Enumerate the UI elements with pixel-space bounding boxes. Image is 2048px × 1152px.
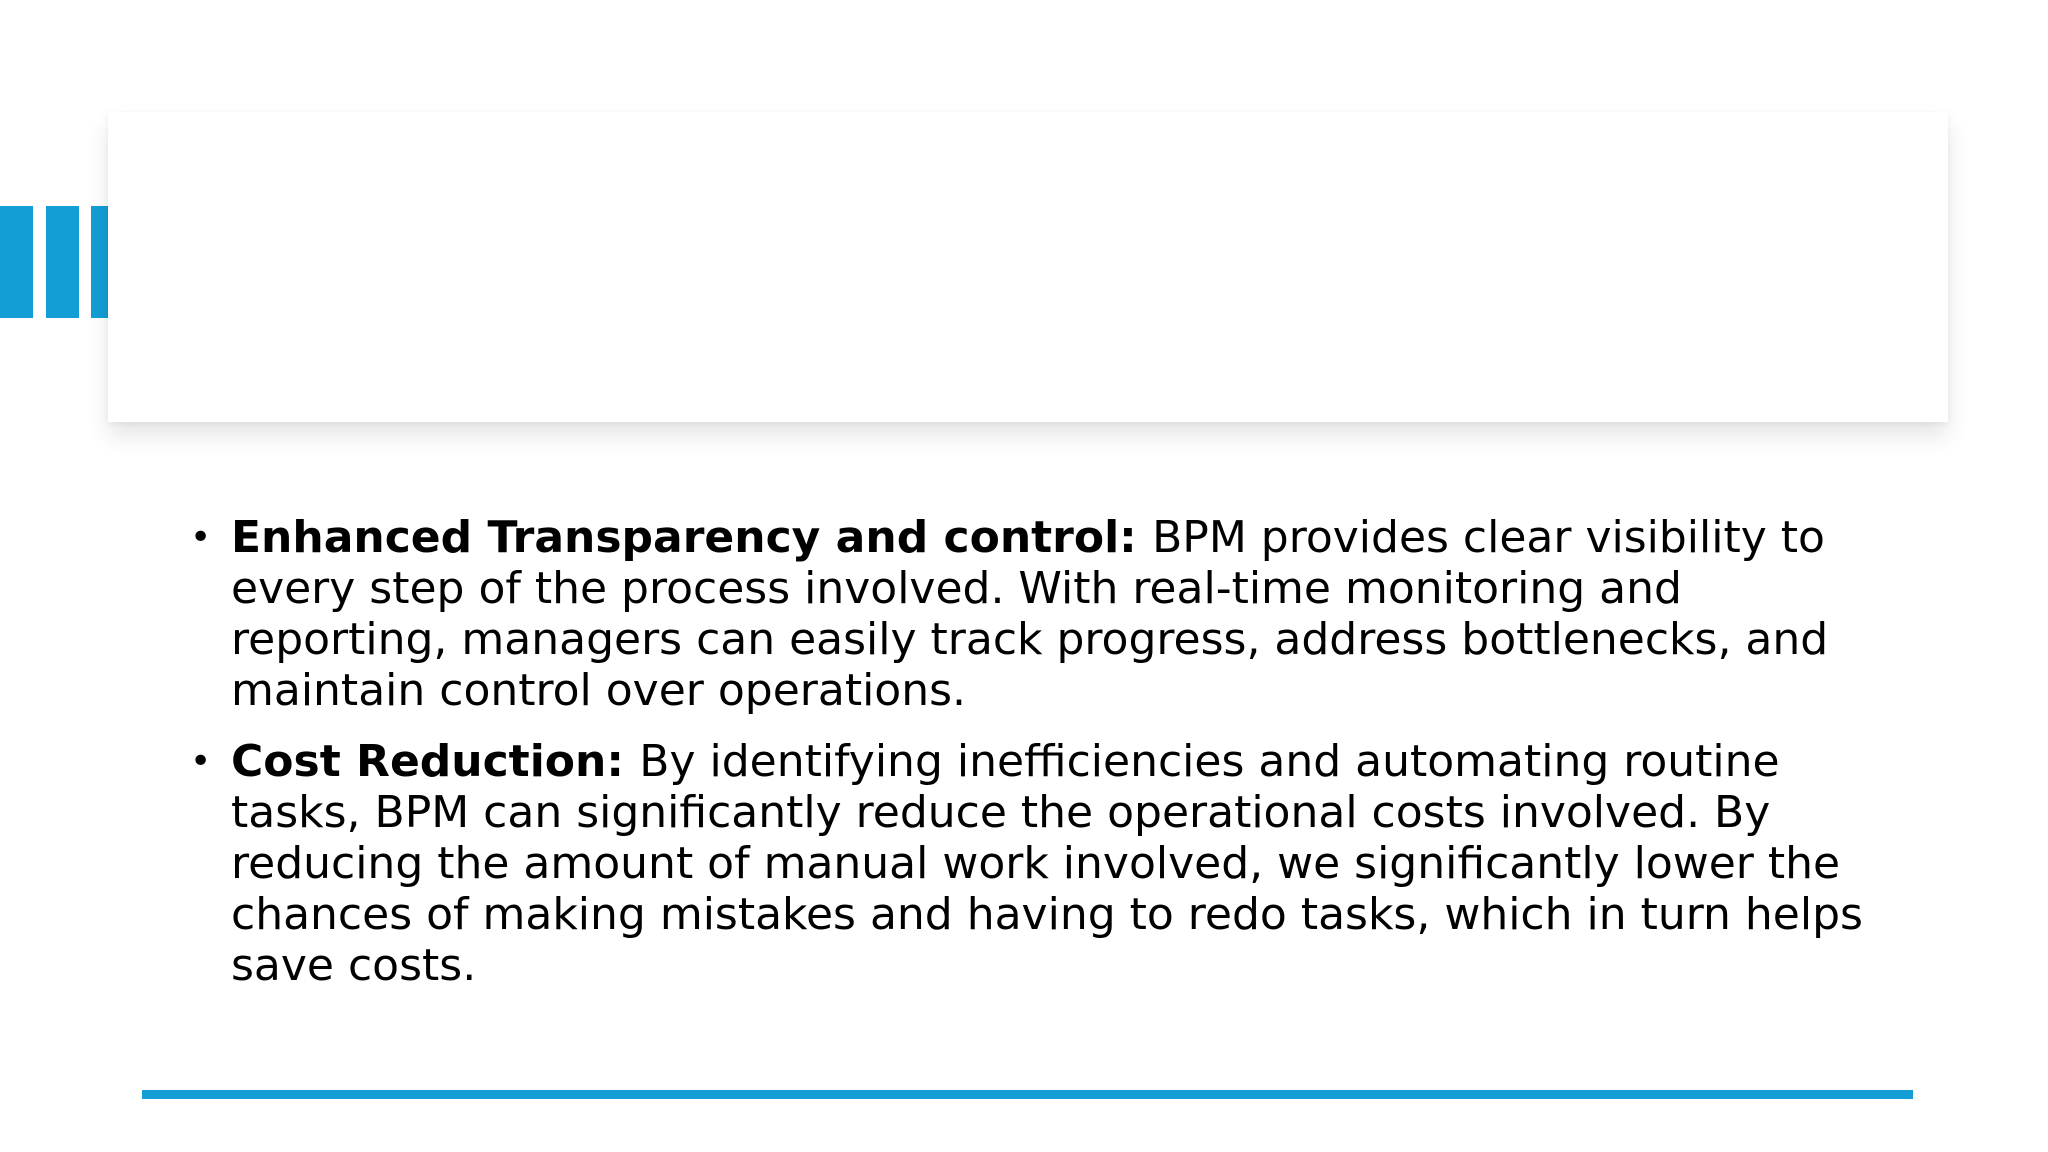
title-card (108, 112, 1948, 422)
bullet-text: BPM provides clear visibility to every step of the process involved. With real-time monitoring and reporting, managers can easily track progress, address bottlenecks, and maintain control over operations. (231, 512, 1829, 716)
accent-bar (46, 206, 79, 318)
accent-bar (91, 206, 108, 318)
bullet-dot-icon: • (190, 741, 212, 782)
bullet-term: Cost Reduction: (231, 736, 640, 787)
bullet-item (190, 512, 1870, 716)
accent-bar (0, 206, 33, 318)
bullet-text: By identifying inefficiencies and automating routine tasks, BPM can significantly reduce the operational costs involved. By reducing the amount of manual work involved, we significantly lower the chances of making mistakes and having to redo tasks, which in turn helps save costs. (231, 736, 1863, 991)
bullet-list (190, 512, 1870, 1011)
bottom-rule (142, 1090, 1913, 1099)
bullet-item (190, 736, 1870, 991)
bullet-term: Enhanced Transparency and control: (231, 512, 1153, 563)
bullet-dot-icon: • (190, 517, 212, 558)
